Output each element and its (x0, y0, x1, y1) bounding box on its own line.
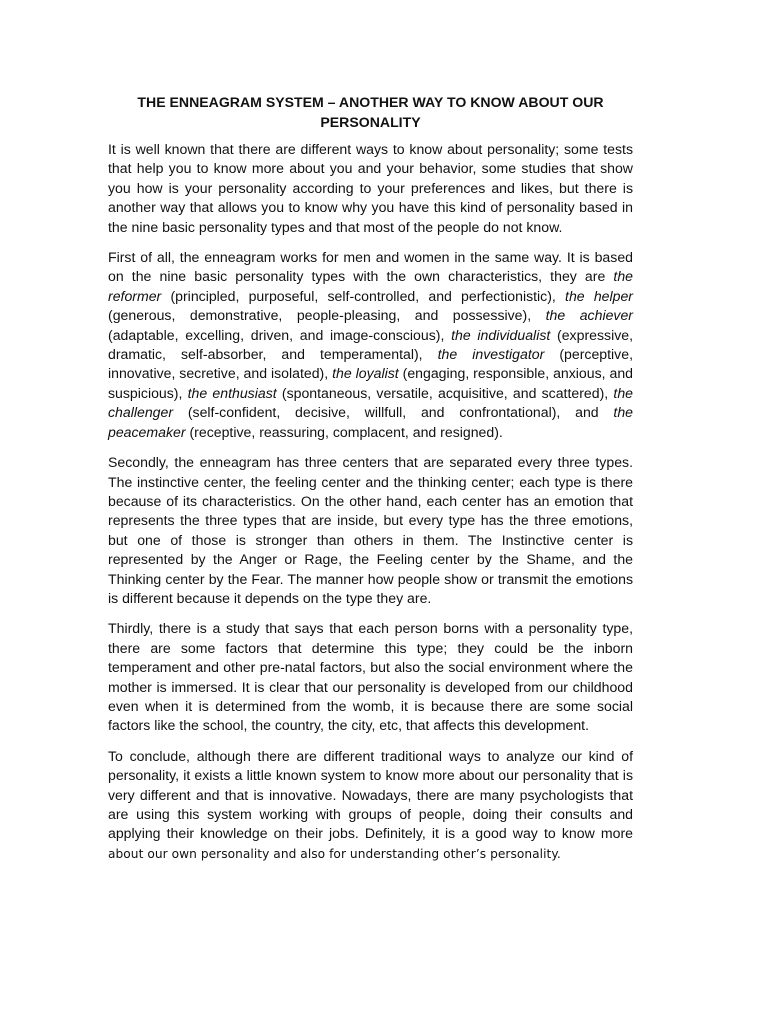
paragraph-types-intro: First of all, the enneagram works for men and women in the same way. It is based on the nine basic personality types with the own characteristics, they are (108, 249, 633, 285)
type-name-reformer: the reformer (108, 268, 633, 304)
type-name-achiever: the achiever (545, 307, 633, 324)
type-name-challenger: the challenger (108, 384, 634, 421)
conclusion-main: To conclude, although there are different traditional ways to analyze our kind of personality, it exists a little known system to know more about our personality that is very different and that is innovative. Nowadays, there are many psychologists that are using this system working with groups of people, doing their consults and applying their knowledge on their jobs. Definitely, it is a good way to know more (108, 747, 633, 842)
type-traits-achiever: (adaptable, excelling, driven, and image-conscious), (108, 326, 452, 343)
type-name-individualist: the individualist (451, 326, 551, 343)
type-name-enthusiast: the enthusiast (187, 384, 277, 401)
type-name-helper: the helper (565, 287, 633, 304)
paragraph-personality-types (108, 248, 633, 442)
type-name-peacemaker: the peacemaker (108, 404, 633, 440)
type-name-loyalist: the loyalist (332, 365, 399, 382)
document-page (108, 92, 633, 875)
type-traits-individualist: (expressive, dramatic, self-absorber, and temperamental), (108, 326, 633, 363)
document-title: THE ENNEAGRAM SYSTEM – ANOTHER WAY TO KNOW ABOUT OUR PERSONALITY (137, 94, 604, 130)
paragraph-centers: Secondly, the enneagram has three centers that are separated every three types. The instinctive center, the feeling center and the thinking center; each type is there because of its characteristics. On the other hand, each center has an emotion that represents the three types that are inside, but every type has the three emotions, but one of those is stronger than others in them. The Instinctive center is represented by the Anger or Rage, the Feeling center by the Shame, and the Thinking center by the Fear. The manner how people show or transmit the emotions is different because it depends on the type they are. (108, 454, 633, 606)
type-traits-challenger: (self-confident, decisive, willfull, and confrontational), and (173, 404, 614, 421)
type-traits-helper: (generous, demonstrative, people-pleasing, and possessive), (108, 307, 546, 324)
type-traits-peacemaker: (receptive, reassuring, complacent, and resigned). (185, 423, 503, 440)
paragraph-intro: It is well known that there are different ways to know about personality; some tests that help you to know more about you and your behavior, some studies that show you how is your personality according to your preferences and likes, but there is another way that allows you to know why you have this kind of personality based in the nine basic personality types and that most of the people do not know. (108, 141, 633, 235)
type-traits-loyalist: (engaging, responsible, anxious, and suspicious), (108, 365, 634, 401)
conclusion-tail: about our own personality and also for understanding other’s personality. (108, 846, 561, 861)
paragraph-origin: Thirdly, there is a study that says that each person borns with a personality type, there are some factors that determine this type; they could be the inborn temperament and other pre-natal factors, but also the social environment where the mother is immersed. It is clear that our personality is developed from our childhood even when it is determined from the womb, it is because there are some social factors like the school, the country, the city, etc, that affects this development. (108, 620, 633, 734)
type-traits-enthusiast: (spontaneous, versatile, acquisitive, and scattered), (276, 384, 614, 401)
type-traits-investigator: (perceptive, innovative, secretive, and isolated), (108, 346, 633, 382)
type-traits-reformer: (principled, purposeful, self-controlled, and perfectionistic), (161, 287, 566, 304)
type-name-investigator: the investigator (437, 346, 545, 363)
paragraph-conclusion (108, 747, 633, 864)
